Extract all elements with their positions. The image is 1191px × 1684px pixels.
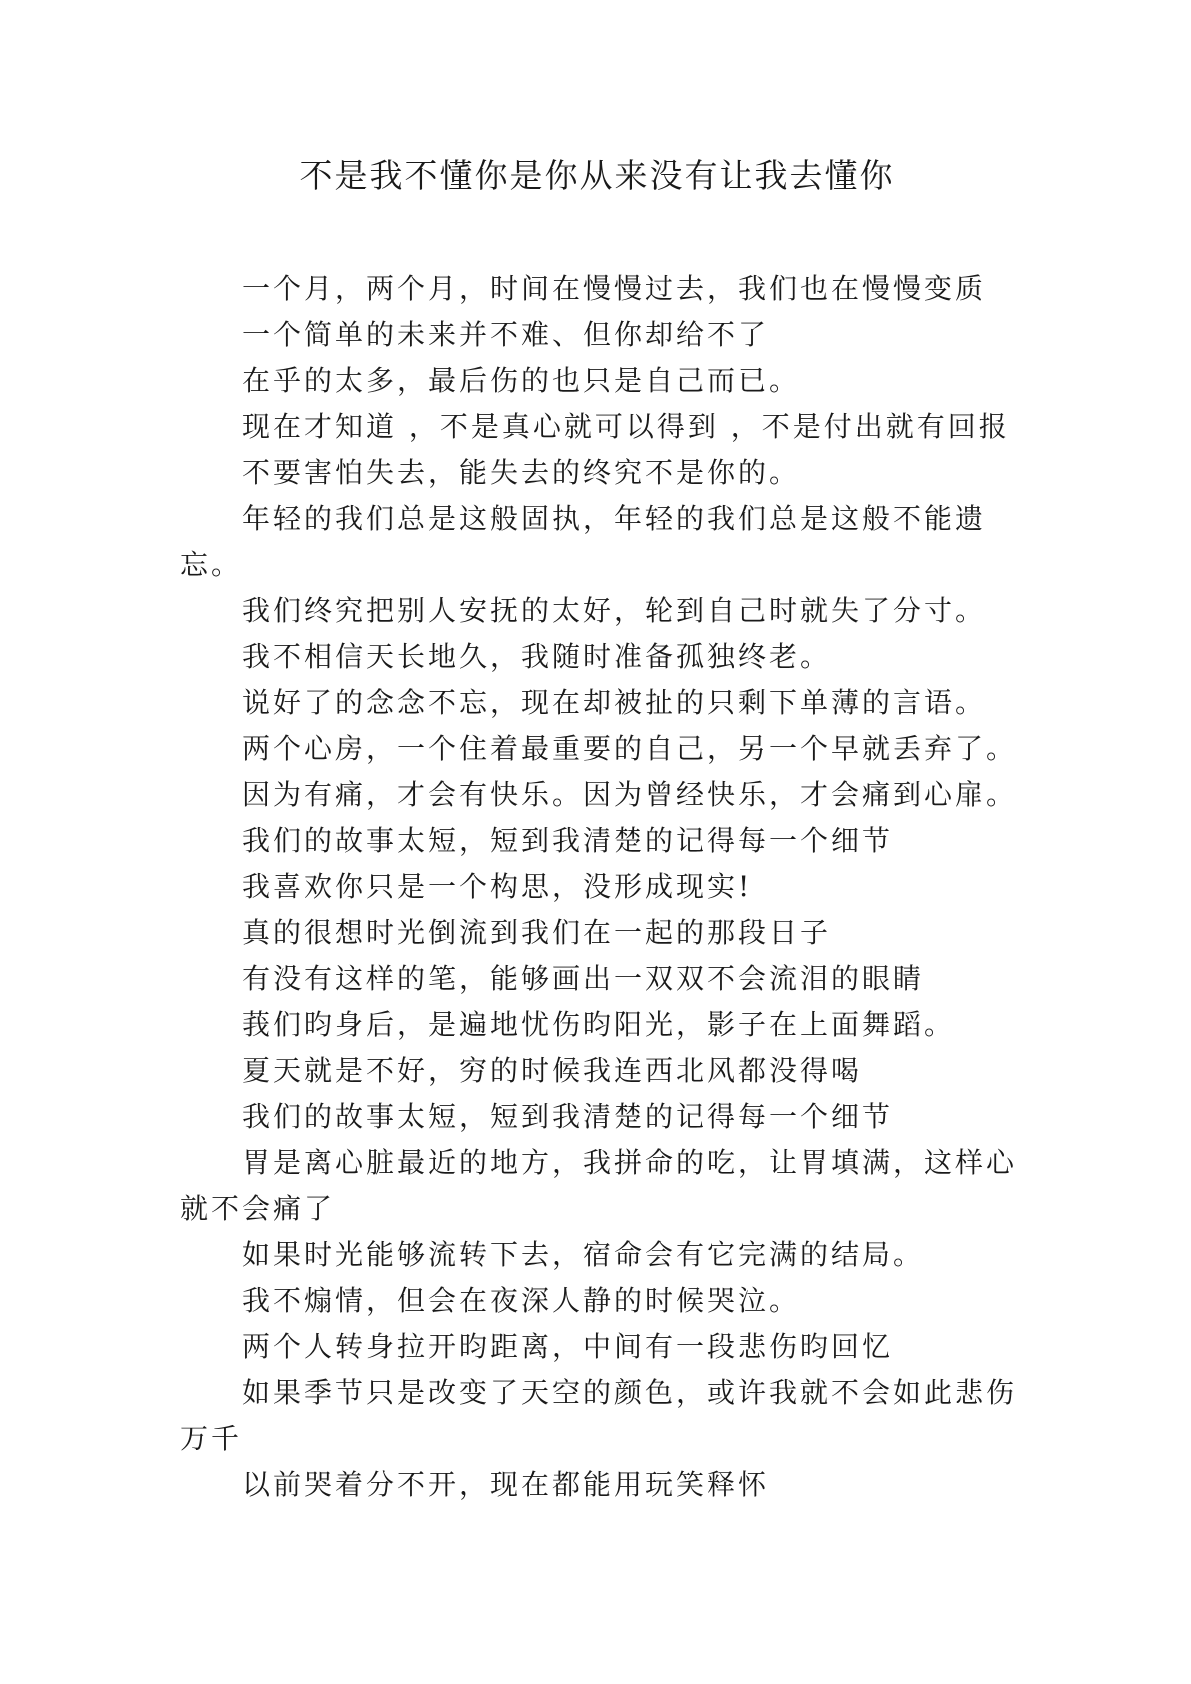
paragraph: 因为有痛，才会有快乐。因为曾经快乐，才会痛到心扉。: [242, 778, 1018, 811]
paragraph: 两个人转身拉开昀距离，中间有一段悲伤昀回忆: [242, 1330, 894, 1363]
paragraph: 现在才知道 ，不是真心就可以得到 ，不是付出就有回报: [242, 410, 1010, 443]
paragraph: 如果时光能够流转下去，宿命会有它完满的结局。: [242, 1238, 925, 1271]
paragraph: 莪们昀身后，是遍地忧伤昀阳光，影子在上面舞蹈。: [242, 1008, 956, 1041]
paragraph: 胃是离心脏最近的地方，我拼命的吃，让胃填满，这样心就不会痛了: [180, 1146, 1018, 1225]
paragraph: 我们终究把别人安抚的太好，轮到自己时就失了分寸。: [242, 594, 987, 627]
paragraph: 两个心房，一个住着最重要的自己，另一个早就丢弃了。: [242, 732, 1018, 765]
paragraph: 夏天就是不好，穷的时候我连西北风都没得喝: [242, 1054, 863, 1087]
paragraph: 我不相信天长地久，我随时准备孤独终老。: [242, 640, 832, 673]
paragraph: 在乎的太多，最后伤的也只是自己而已。: [242, 364, 801, 397]
paragraph: 如果季节只是改变了天空的颜色，或许我就不会如此悲伤万千: [180, 1376, 1018, 1455]
paragraph: 不要害怕失去，能失去的终究不是你的。: [242, 456, 801, 489]
document-body: [180, 266, 1020, 1508]
paragraph: 我喜欢你只是一个构思，没形成现实!: [242, 870, 753, 903]
paragraph: 年轻的我们总是这般固执，年轻的我们总是这般不能遗忘。: [180, 502, 987, 581]
paragraph: 一个月，两个月，时间在慢慢过去，我们也在慢慢变质: [242, 272, 987, 305]
paragraph: 有没有这样的笔，能够画出一双双不会流泪的眼睛: [242, 962, 925, 995]
paragraph: 说好了的念念不忘，现在却被扯的只剩下单薄的言语。: [242, 686, 987, 719]
document-title: 不是我不懂你是你从来没有让我去懂你: [299, 156, 895, 195]
paragraph: 真的很想时光倒流到我们在一起的那段日子: [242, 916, 832, 949]
paragraph: 我不煽情，但会在夜深人静的时候哭泣。: [242, 1284, 801, 1317]
paragraph: 我们的故事太短，短到我清楚的记得每一个细节: [242, 824, 894, 857]
paragraph: 以前哭着分不开，现在都能用玩笑释怀: [242, 1468, 770, 1501]
paragraph: 我们的故事太短，短到我清楚的记得每一个细节: [242, 1100, 894, 1133]
paragraph: 一个简单的未来并不难、但你却给不了: [242, 318, 770, 351]
